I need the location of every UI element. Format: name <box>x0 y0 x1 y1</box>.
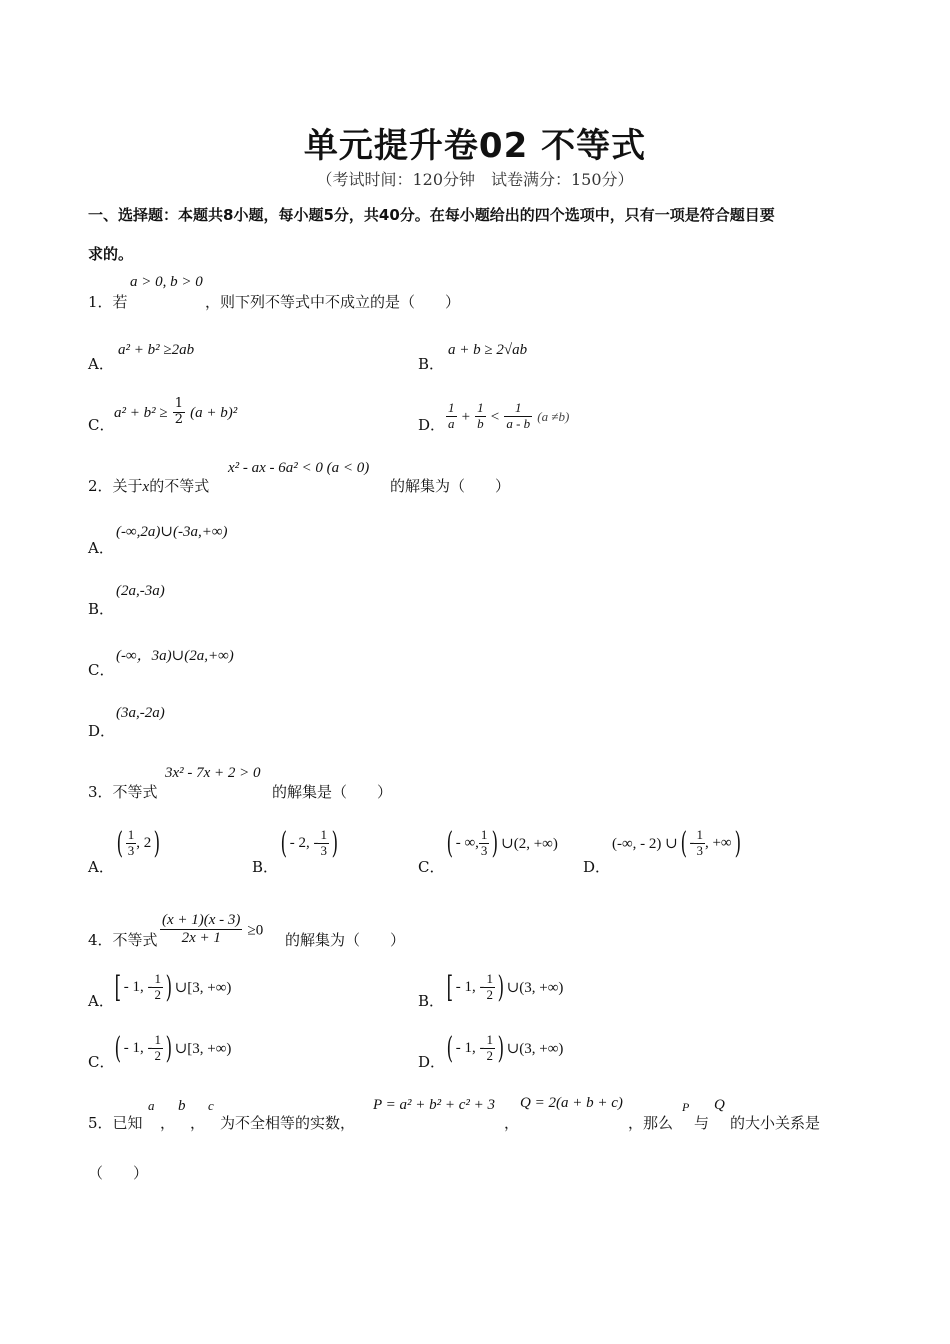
q5-p-def: P = a² + b² + c² + 3 <box>373 1097 496 1113</box>
q2-option-a-label: A． <box>88 539 114 557</box>
q2-option-b-label: B． <box>88 600 115 618</box>
fraction: $\frac{1}{2}$ <box>486 1032 493 1063</box>
q5-text-then: ，那么 <box>628 1114 674 1132</box>
q4-option-b: [ - 1, - $\frac{1}{2}$ ) ∪(3, +∞) <box>446 970 564 1005</box>
q1-option-c-label: C． <box>88 416 115 434</box>
q1-option-a: a² + b² ≥2ab <box>118 342 195 358</box>
fraction: $\frac{1}{2}$ <box>154 1032 161 1063</box>
q3-option-b-label: B． <box>252 858 279 876</box>
q4-option-d: ( - 1, - $\frac{1}{2}$ ) ∪(3, +∞) <box>446 1031 564 1066</box>
q2-option-d: (3a,-2a) <box>116 705 165 721</box>
q3-inequality: 3x² - 7x + 2 > 0 <box>165 765 261 781</box>
q4-option-a: [ - 1, - $\frac{1}{2}$ ) ∪[3, +∞) <box>114 970 232 1005</box>
q4-text: 的解集为（ ） <box>285 931 406 949</box>
exam-info: （考试时间：120分钟 试卷满分：150分） <box>316 170 634 189</box>
q3-option-a-label: A． <box>88 858 114 876</box>
section-heading-cont: 求的。 <box>88 245 134 263</box>
q3-option-c-label: C． <box>418 858 445 876</box>
q5-comma-2: ， <box>190 1114 206 1132</box>
q4-num: 4．不等式 <box>88 931 158 949</box>
q5-p: P <box>682 1100 690 1114</box>
fraction: $\frac{1}{2}$ <box>154 971 161 1002</box>
q3-num: 3．不等式 <box>88 783 158 801</box>
q2-option-c: (-∞，3a)∪(2a,+∞) <box>116 648 234 664</box>
q5-var-b: b <box>178 1098 186 1114</box>
q5-text-mid: 为不全相等的实数， <box>220 1114 356 1132</box>
fraction: $\frac{1}{3}$ <box>480 827 488 858</box>
q1-num: 1．若 <box>88 293 128 311</box>
q5-q: Q <box>714 1097 725 1113</box>
q1-option-b-label: B． <box>418 355 445 373</box>
q4-option-c: ( - 1, - $\frac{1}{2}$ ) ∪[3, +∞) <box>114 1031 232 1066</box>
q1-text: ，则下列不等式中不成立的是（ ） <box>205 293 461 311</box>
fraction: $\frac{1}{2}$ <box>174 396 183 427</box>
q5-var-c: c <box>208 1098 214 1113</box>
q4-option-a-label: A． <box>88 992 114 1010</box>
q2-text: 的解集为（ ） <box>390 477 511 495</box>
fraction: $\frac{1}{3}$ <box>320 827 327 858</box>
fraction: $\frac{1}{3}$ <box>696 827 703 858</box>
q4-option-b-label: B． <box>418 992 445 1010</box>
q1-c-post: (a + b)² <box>190 404 238 421</box>
fraction: $\frac{(x + 1)(x - 3)}{2x + 1}$ <box>162 912 241 947</box>
q4-fraction: $\frac{(x + 1)(x - 3)}{2x + 1}$ ≥0 <box>162 912 264 947</box>
q2-option-d-label: D． <box>88 722 116 740</box>
q3-option-d: (-∞, - 2) ∪ ( - $\frac{1}{3}$ , +∞ ) <box>612 826 741 861</box>
q1-option-b: a + b ≥ 2√ab <box>448 342 528 358</box>
q2-num: 2．关于x的不等式 <box>88 477 210 495</box>
q3-option-b: ( - 2, - $\frac{1}{3}$ ) <box>280 826 339 861</box>
q2-option-c-label: C． <box>88 661 115 679</box>
q1-option-d: $\frac{1}{a}$ + $\frac{1}{b}$ < $\frac{1}{a - b}$ (a ≠b) <box>448 400 570 431</box>
q1-option-c <box>114 397 237 428</box>
q2-inequality: x² - ax - 6a² < 0 (a < 0) <box>228 460 370 476</box>
q3-option-d-label: D． <box>583 858 611 876</box>
q1-option-d-label: D． <box>418 416 446 434</box>
q1-c-pre: a² + b² ≥ <box>114 404 168 421</box>
q4-option-c-label: C． <box>88 1053 115 1071</box>
q5-text-end: 的大小关系是 <box>730 1114 821 1132</box>
q3-option-a: ( $\frac{1}{3}$ , 2 ) <box>116 826 161 861</box>
q2-option-b: (2a,-3a) <box>116 583 165 599</box>
q3-option-c: ( - ∞, $\frac{1}{3}$ ) ∪(2, +∞) <box>446 826 558 861</box>
q5-num: 5．已知 <box>88 1114 143 1132</box>
q5-comma-3: ， <box>504 1114 520 1132</box>
fraction: $\frac{1}{2}$ <box>486 971 493 1002</box>
fraction: $\frac{1}{a}$ <box>448 400 455 431</box>
fraction: $\frac{1}{a - b}$ <box>506 400 531 431</box>
q2-option-a: (-∞,2a)∪(-3a,+∞) <box>116 524 228 540</box>
q5-comma-1: ， <box>160 1114 176 1132</box>
fraction: $\frac{1}{3}$ <box>127 827 135 858</box>
q5-yu: 与 <box>694 1114 710 1132</box>
q5-answer-paren: （ ） <box>88 1164 149 1182</box>
q1-option-a-label: A． <box>88 355 114 373</box>
q5-var-a: a <box>148 1098 155 1113</box>
fraction: $\frac{1}{b}$ <box>477 400 484 431</box>
q1-d-tail: (a ≠b) <box>537 408 570 424</box>
page-title: 单元提升卷02 不等式 <box>303 126 647 166</box>
q3-text: 的解集是（ ） <box>272 783 393 801</box>
q1-condition: a > 0, b > 0 <box>130 274 203 290</box>
section-heading: 一、选择题：本题共8小题，每小题5分，共40分。在每小题给出的四个选项中，只有一项是符合题目要 <box>88 206 775 224</box>
q5-q-def: Q = 2(a + b + c) <box>520 1095 623 1111</box>
q4-option-d-label: D． <box>418 1053 446 1071</box>
